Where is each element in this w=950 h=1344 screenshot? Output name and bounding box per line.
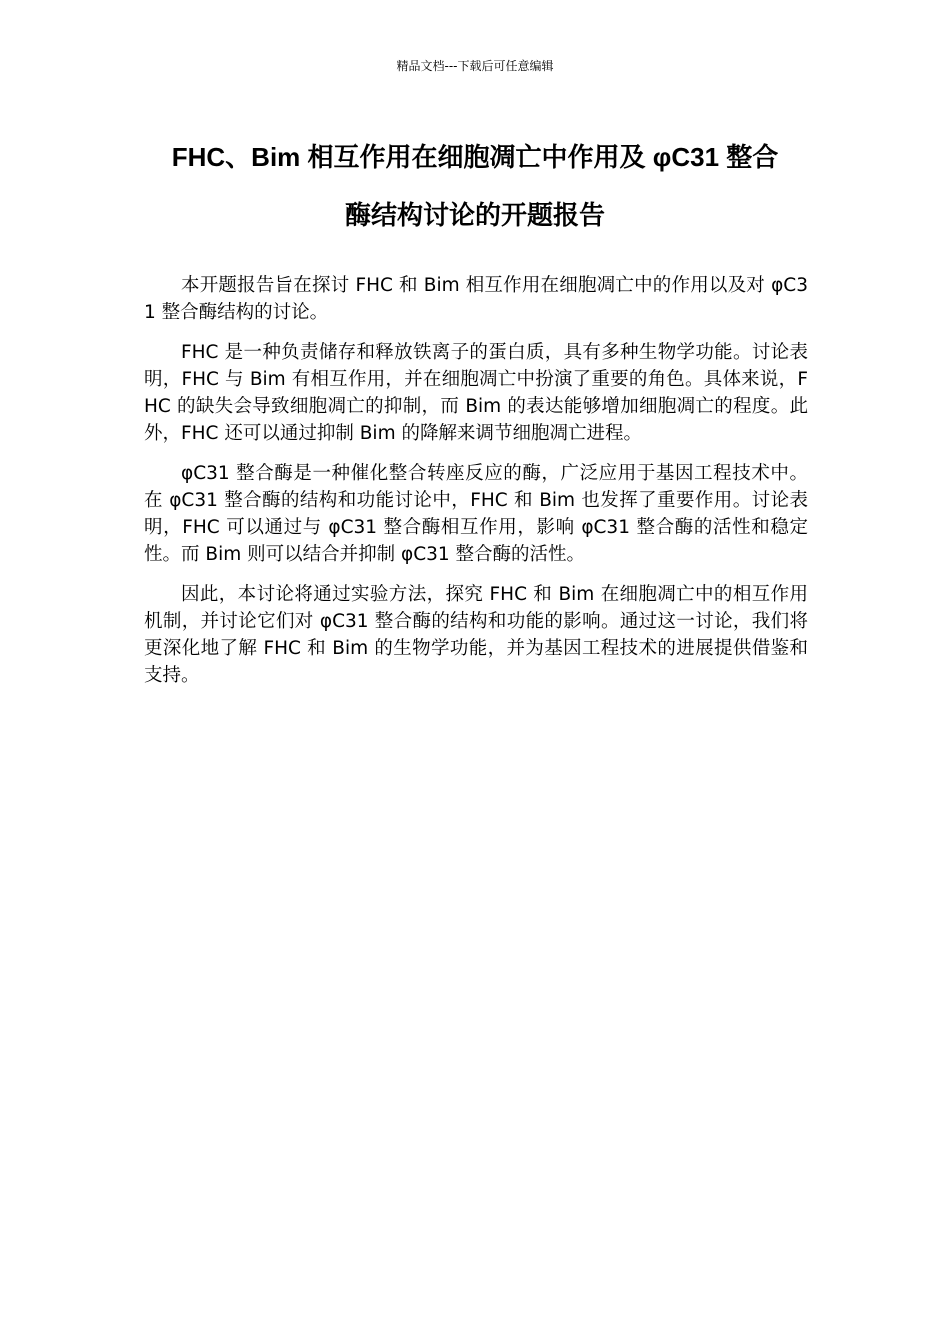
body-paragraph-integrase: φC31 整合酶是一种催化整合转座反应的酶，广泛应用于基因工程技术中。在 φC31 整合酶的结构和功能讨论中，FHC 和 Bim 也发挥了重要作用。讨论表明，FHC 可以通过与 φC31 整合酶相互作用，影响 φC31 整合酶的活性和稳定性。而 Bim 则可以结合并抑制 φC31 整合酶的活性。 <box>144 463 808 565</box>
page-header: 精品文档---下载后可任意编辑 <box>396 59 554 73</box>
document-title <box>120 128 830 244</box>
document-title-line-1: FHC、Bim 相互作用在细胞凋亡中作用及 φC31 整合 <box>171 142 779 172</box>
body-paragraph-intro: 本开题报告旨在探讨 FHC 和 Bim 相互作用在细胞凋亡中的作用以及对 φC31 整合酶结构的讨论。 <box>144 275 808 323</box>
document-body <box>144 272 808 702</box>
body-paragraph-fhc: FHC 是一种负责储存和释放铁离子的蛋白质，具有多种生物学功能。讨论表明，FHC 与 Bim 有相互作用，并在细胞凋亡中扮演了重要的角色。具体来说，FHC 的缺失会导致细胞凋亡的抑制，而 Bim 的表达能够增加细胞凋亡的程度。此外，FHC 还可以通过抑制 Bim 的降解来调节细胞凋亡进程。 <box>144 342 808 444</box>
body-paragraph-conclusion: 因此，本讨论将通过实验方法，探究 FHC 和 Bim 在细胞凋亡中的相互作用机制，并讨论它们对 φC31 整合酶的结构和功能的影响。通过这一讨论，我们将更深化地了解 FHC 和 Bim 的生物学功能，并为基因工程技术的进展提供借鉴和支持。 <box>144 584 808 686</box>
document-title-line-2: 酶结构讨论的开题报告 <box>344 200 605 230</box>
